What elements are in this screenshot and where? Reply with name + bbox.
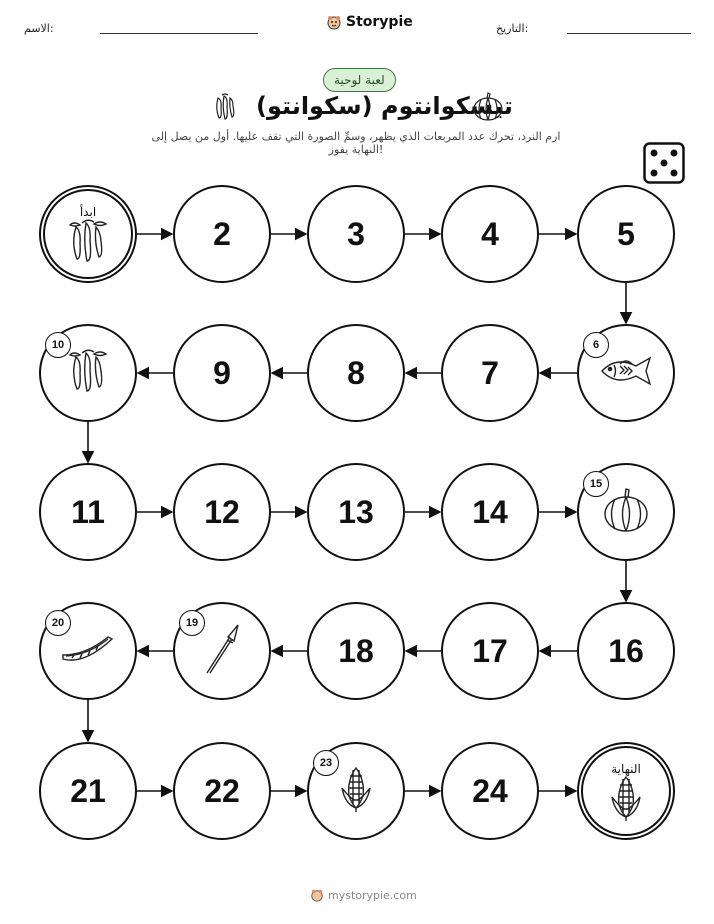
cell-number: 21: [70, 772, 106, 809]
board-cell-14: [441, 463, 539, 561]
board-cell-2: [173, 185, 271, 283]
board-cell-19: [173, 602, 271, 700]
board-cell-15: [577, 463, 675, 561]
cell-number-badge: 19: [179, 610, 205, 636]
board-cell-7: [441, 324, 539, 422]
beans-icon: [66, 347, 110, 399]
board-cell-8: [307, 324, 405, 422]
cell-number: 18: [338, 632, 374, 669]
board-cell-22: [173, 742, 271, 840]
cell-number: 12: [204, 493, 240, 530]
footer: [310, 888, 417, 902]
board-cell-11: [39, 463, 137, 561]
board-cell-18: [307, 602, 405, 700]
board-cell-4: [441, 185, 539, 283]
cell-number-badge: 10: [45, 332, 71, 358]
cell-number: 16: [608, 632, 644, 669]
cell-number: 3: [347, 215, 365, 252]
cell-number: 13: [338, 493, 374, 530]
end-label: النهاية: [611, 762, 641, 776]
cell-number: 4: [481, 215, 499, 252]
cell-number-badge: 15: [583, 471, 609, 497]
board-cell-5: [577, 185, 675, 283]
name-label: الاسم:: [24, 22, 54, 35]
date-label: التاريخ:: [496, 22, 529, 35]
cell-number-badge: 23: [313, 750, 339, 776]
page-title: تيسكوانتوم (سكوانتو): [256, 92, 513, 120]
canoe-icon: [60, 631, 116, 671]
board-cell-23: [307, 742, 405, 840]
start-label: ابدأ: [79, 205, 97, 219]
cell-number: 17: [472, 632, 508, 669]
board-cell-6: [577, 324, 675, 422]
cell-number-badge: 6: [583, 332, 609, 358]
board-cell-20: [39, 602, 137, 700]
instructions-text: ارم النرد، تحرك عدد المربعات الذي يظهر، وسمِّ الصورة التي تقف عليها. أول من يصل إلى النهاية يفوز!: [151, 130, 561, 156]
board-cell-16: [577, 602, 675, 700]
board-cell-9: [173, 324, 271, 422]
cell-number: 7: [481, 354, 499, 391]
board-cell-17: [441, 602, 539, 700]
footer-mascot-icon: [310, 888, 324, 902]
board-cell-25: [577, 742, 675, 840]
board-cell-3: [307, 185, 405, 283]
cell-number: 24: [472, 772, 508, 809]
board-cell-12: [173, 463, 271, 561]
cell-number: 9: [213, 354, 231, 391]
brand-name: Storypie: [346, 14, 413, 30]
cell-number: 22: [204, 772, 240, 809]
cell-number: 11: [71, 493, 105, 530]
cell-number: 2: [213, 215, 231, 252]
cell-number: 5: [617, 215, 635, 252]
cell-number: 14: [472, 493, 508, 530]
cell-number-badge: 20: [45, 610, 71, 636]
board-cell-13: [307, 463, 405, 561]
spear-icon: [202, 621, 242, 681]
board-cell-21: [39, 742, 137, 840]
board-game-badge: لعبة لوحية: [323, 68, 396, 92]
pumpkin-icon: [601, 486, 651, 538]
board-cell-24: [441, 742, 539, 840]
corn-icon: [609, 773, 643, 827]
fish-icon: [598, 354, 654, 392]
footer-site[interactable]: mystorypie.com: [328, 888, 417, 902]
cell-number: 8: [347, 354, 365, 391]
board-cell-1: [39, 185, 137, 283]
corn-icon: [339, 764, 373, 818]
beans-icon: [66, 217, 110, 269]
board-cell-10: [39, 324, 137, 422]
